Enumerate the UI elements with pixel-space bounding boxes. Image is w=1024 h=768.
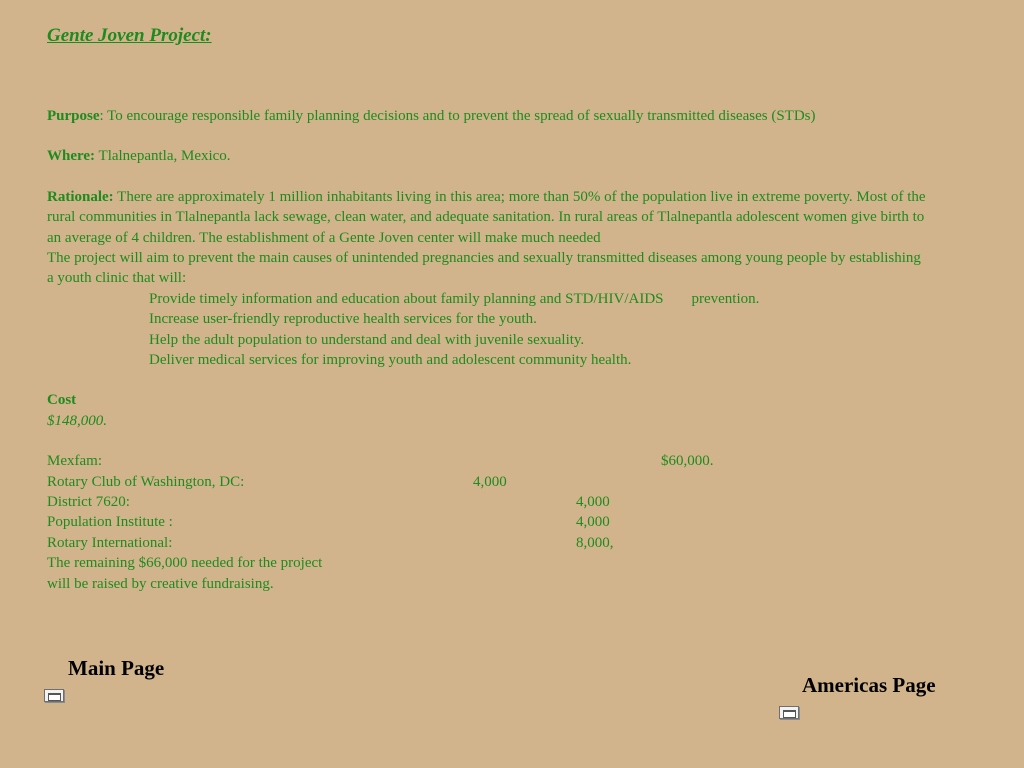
where-label: Where: (47, 148, 96, 165)
funding-row (47, 472, 927, 492)
goal-list (47, 289, 927, 371)
funding-row (47, 492, 927, 512)
funding-source: Mexfam: (47, 453, 102, 470)
funding-amount: 4,000 (473, 473, 507, 490)
rationale-paragraph (47, 187, 927, 248)
where-paragraph (47, 146, 927, 166)
purpose-text: : To encourage responsible family planning decisions and to prevent the spread of sexually transmitted diseases (STDs) (99, 108, 816, 124)
goal-item (47, 289, 927, 309)
main-page-button-icon[interactable] (44, 689, 64, 702)
page-title: Gente Joven Project: (47, 25, 212, 46)
main-page-link[interactable]: Main Page (68, 656, 165, 680)
remaining-note-line: The remaining $66,000 needed for the project (47, 555, 323, 572)
funding-source: Population Institute : (47, 514, 173, 531)
funding-list (47, 451, 927, 553)
where-text: Tlalnepantla, Mexico. (95, 148, 231, 165)
cost-label: Cost (47, 392, 77, 409)
funding-source: Rotary Club of Washington, DC: (47, 473, 245, 490)
americas-page-link[interactable]: Americas Page (802, 673, 936, 697)
document-body (47, 24, 927, 594)
remaining-note-line: will be raised by creative fundraising. (47, 575, 274, 592)
funding-amount: 4,000 (576, 494, 610, 511)
rationale-label: Rationale: (47, 188, 114, 205)
americas-page-button-icon[interactable] (779, 706, 799, 719)
funding-amount: 4,000 (576, 514, 610, 531)
project-aim: The project will aim to prevent the main causes of unintended pregnancies and sexually transmitted diseases among young people by establishing a youth clinic that will: (47, 250, 921, 287)
cost-value: $148,000. (47, 412, 107, 429)
goal-item: Help the adult population to understand and deal with juvenile sexuality. (149, 331, 585, 348)
goal-item-text: Provide timely information and education about family planning and STD/HIV/AIDS (149, 290, 664, 307)
rationale-text: There are approximately 1 million inhabitants living in this area; more than 50% of the population live in extreme poverty. Most of the rural communities in Tlalnepantla lack sewage, clean water, and adequate sanitation. In rural areas of Tlalnepantla adolescent women give birth to an average of 4 children. The establishment of a Gente Joven center will make much needed (47, 188, 926, 246)
funding-row (47, 533, 927, 553)
purpose-label: Purpose (47, 108, 100, 124)
goal-item: Deliver medical services for improving youth and adolescent community health. (149, 352, 632, 369)
funding-row (47, 451, 927, 471)
goal-item: Increase user-friendly reproductive health services for the youth. (149, 311, 537, 328)
funding-source: District 7620: (47, 494, 130, 511)
funding-amount: 8,000, (576, 534, 614, 551)
funding-row (47, 512, 927, 532)
goal-item-tail: prevention. (691, 290, 760, 307)
purpose-paragraph (47, 106, 927, 126)
funding-source: Rotary International: (47, 534, 173, 551)
funding-amount: $60,000. (661, 453, 714, 470)
